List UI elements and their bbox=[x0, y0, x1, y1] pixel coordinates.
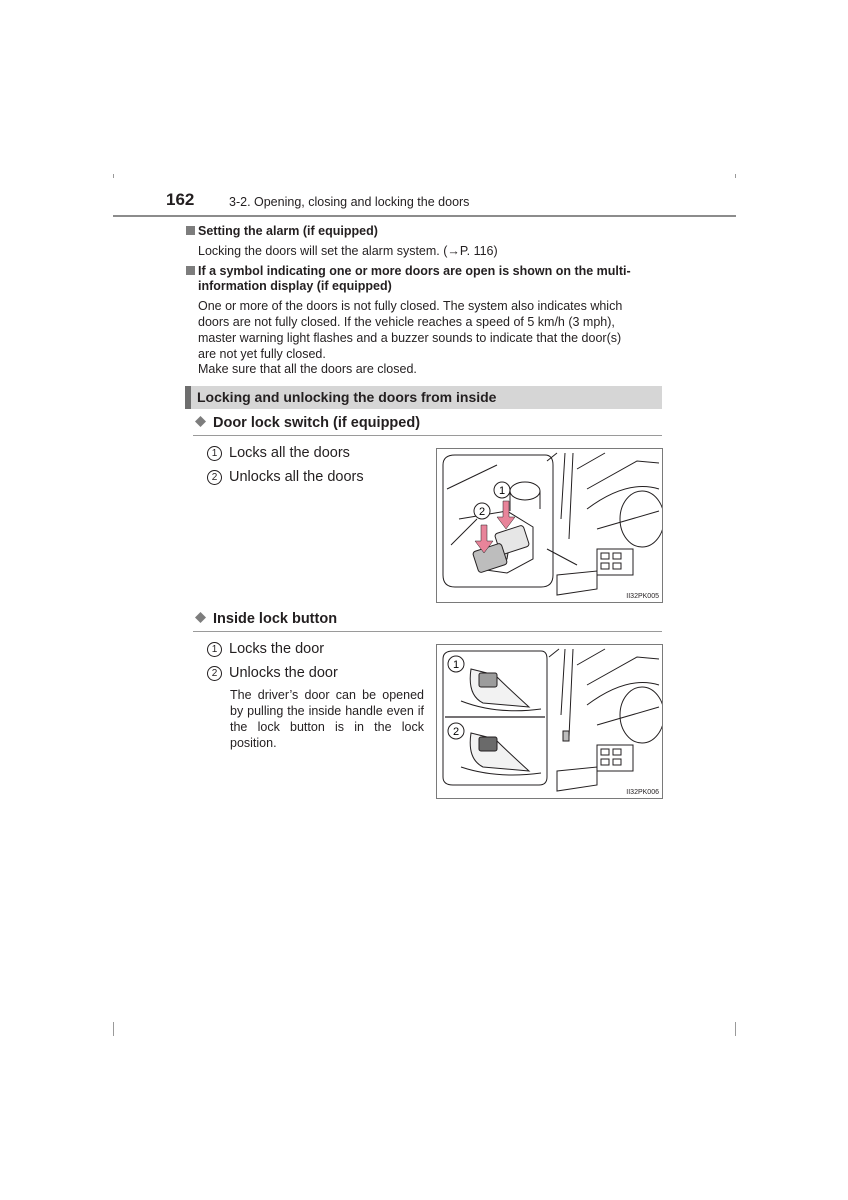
diamond-bullet-icon bbox=[195, 612, 206, 623]
step-number: 2 bbox=[207, 470, 222, 485]
callout-label: 1 bbox=[452, 659, 460, 671]
alarm-title: Setting the alarm (if equipped) bbox=[198, 224, 378, 238]
list-item-label: Locks the door bbox=[229, 641, 325, 657]
alarm-text: Locking the doors will set the alarm system. (→P. 116) bbox=[198, 244, 498, 258]
list-item bbox=[207, 445, 350, 461]
open-doors-text-line: One or more of the doors is not fully closed. The system also indicates which bbox=[198, 299, 623, 313]
open-doors-title-line2: information display (if equipped) bbox=[198, 279, 392, 293]
heading-underline bbox=[193, 631, 662, 632]
list-item bbox=[207, 665, 338, 681]
step-number: 1 bbox=[207, 446, 222, 461]
crop-mark bbox=[735, 1022, 736, 1036]
crop-mark bbox=[113, 174, 114, 178]
door-lock-switch-heading bbox=[193, 415, 420, 431]
section-title: Locking and unlocking the doors from inside bbox=[185, 386, 662, 409]
diamond-bullet-icon bbox=[195, 416, 206, 427]
figure-code: II32PK005 bbox=[626, 593, 659, 600]
page-number: 162 bbox=[166, 190, 195, 209]
list-item bbox=[207, 469, 364, 485]
open-doors-text-line: Make sure that all the doors are closed. bbox=[198, 362, 417, 376]
open-doors-title-line1: If a symbol indicating one or more doors are open is shown on the multi- bbox=[198, 264, 631, 278]
inside-lock-button-title: Inside lock button bbox=[213, 611, 338, 627]
square-bullet-icon bbox=[186, 226, 195, 235]
list-item-label: Locks all the doors bbox=[229, 445, 350, 461]
open-doors-text-line: doors are not fully closed. If the vehicle reaches a speed of 5 km/h (3 mph), bbox=[198, 315, 615, 329]
step-number: 2 bbox=[207, 666, 222, 681]
callout-label: 1 bbox=[498, 485, 506, 497]
step-number: 1 bbox=[207, 642, 222, 657]
driver-door-note: The driver’s door can be opened by pulling the inside handle even if the lock button is in the lock position. bbox=[230, 688, 424, 750]
crop-mark bbox=[113, 1022, 114, 1036]
list-item bbox=[207, 641, 324, 657]
open-doors-text-line: are not yet fully closed. bbox=[198, 347, 326, 361]
inside-lock-button-illustration bbox=[437, 645, 662, 798]
figure-code: II32PK006 bbox=[626, 789, 659, 796]
inside-lock-button-figure bbox=[436, 644, 663, 799]
list-item-label: Unlocks the door bbox=[229, 665, 338, 681]
alarm-heading bbox=[186, 224, 378, 239]
breadcrumb: 3-2. Opening, closing and locking the doors bbox=[229, 195, 470, 209]
inside-lock-button-heading bbox=[193, 611, 337, 627]
square-bullet-icon bbox=[186, 266, 195, 275]
door-lock-switch-illustration bbox=[437, 449, 662, 602]
list-item-label: Unlocks all the doors bbox=[229, 469, 364, 485]
open-doors-heading bbox=[186, 264, 631, 279]
open-doors-text-line: master warning light flashes and a buzzer sounds to indicate that the door(s) bbox=[198, 331, 622, 345]
header-divider bbox=[113, 215, 736, 217]
door-lock-switch-title: Door lock switch (if equipped) bbox=[213, 415, 421, 431]
door-lock-switch-figure bbox=[436, 448, 663, 603]
heading-underline bbox=[193, 435, 662, 436]
crop-mark bbox=[735, 174, 736, 178]
callout-label: 2 bbox=[452, 726, 460, 738]
callout-label: 2 bbox=[478, 506, 486, 518]
